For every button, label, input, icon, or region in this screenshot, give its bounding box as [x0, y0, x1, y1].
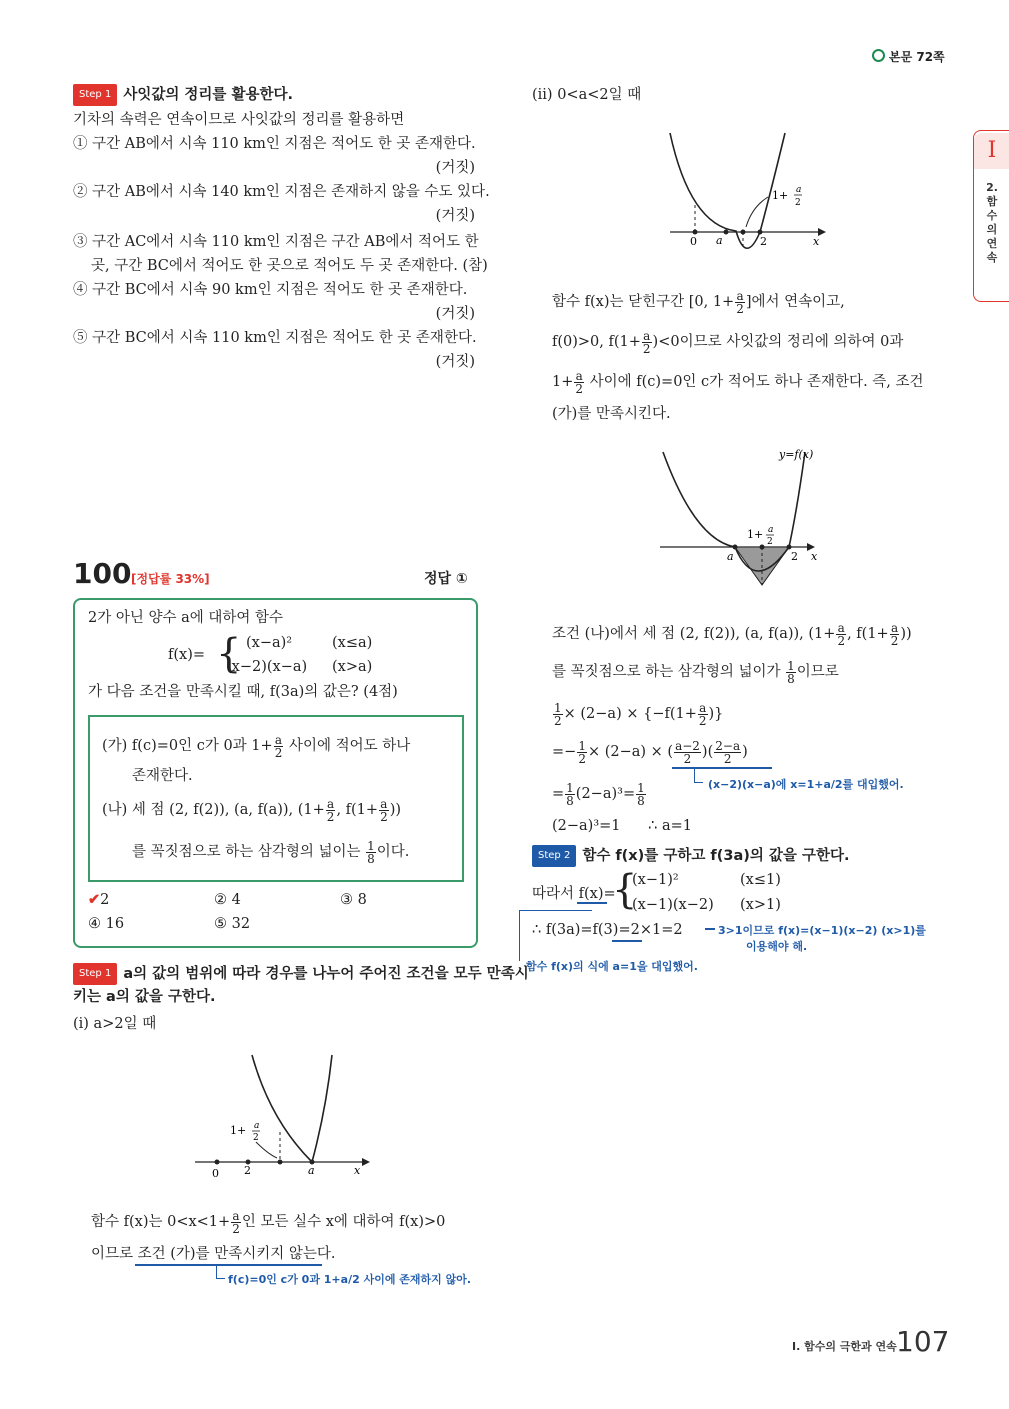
svg-text:2: 2 [791, 550, 798, 563]
brace-icon: { [612, 867, 638, 913]
right-p4: (가)를 만족시킨다. [552, 406, 671, 422]
chapter-title: 2.함수의연속 [986, 181, 998, 264]
note2b: 이용해야 해. [746, 940, 808, 953]
case1: (x−a)² [246, 635, 293, 651]
eq-connector [694, 769, 703, 783]
svg-text:a: a [727, 550, 734, 563]
right-p5: 조건 (나)에서 세 점 (2, f(2)), (a, f(a)), (1+ $\frac{a}{2}$ , f(1+ $\frac{a}{2}$ )) [552, 620, 912, 648]
graph-triangle [655, 440, 855, 590]
eq-underline [672, 767, 772, 769]
svg-text:2: 2 [767, 537, 773, 547]
svg-text:x: x [813, 235, 820, 248]
item-1-verdict: (거짓) [435, 160, 475, 176]
svg-text:x: x [811, 550, 818, 563]
item-3: ③ 구간 AC에서 시속 110 km인 지점은 구간 AB에서 적어도 한 [73, 234, 479, 250]
note2-connector [705, 928, 715, 930]
label-x: x [354, 1164, 361, 1177]
step-badge: Step 1 [73, 963, 117, 985]
label-a: a [308, 1164, 315, 1177]
parabola [663, 452, 805, 571]
curve-label: y=f(x) [779, 448, 814, 461]
label-0: 0 [212, 1167, 219, 1180]
note-case-i: f(c)=0인 c가 0과 1+a/2 사이에 존재하지 않아. [228, 1273, 472, 1286]
right-p3: 1+ $\frac{a}{2}$ 사이에 f(c)=0인 c가 적어도 하나 존재한다. 즉, 조건 [552, 368, 924, 396]
step-badge: Step 2 [532, 845, 576, 867]
item-2: ② 구간 AB에서 시속 140 km인 지점은 존재하지 않을 수도 있다. [73, 184, 490, 200]
step1-heading: Step 1 사잇값의 정리를 활용한다. [73, 84, 293, 106]
case2: (x−2)(x−a) [226, 659, 308, 675]
page-ref: 본문 72쪽 [872, 48, 945, 65]
condition-a: (가) f(c)=0인 c가 0과 1+ $\frac{a}{2}$ 사이에 적어도 하나 [102, 732, 411, 760]
final-eq-underline [612, 940, 642, 942]
condition-b-cont: 를 꼭짓점으로 하는 삼각형의 넓이는 $\frac{1}{8}$ 이다. [132, 838, 410, 866]
underline-mark [135, 1264, 322, 1266]
note-connector [216, 1264, 225, 1279]
footer-section: Ⅰ. 함수의 극한과 연속 [792, 1340, 897, 1353]
item-5-verdict: (거짓) [435, 354, 475, 370]
condition-b: (나) 세 점 (2, f(2)), (a, f(a)), (1+ $\frac{a}{2}$ , f(1+ $\frac{a}{2}$ )) [102, 796, 402, 824]
eq-4: (2−a)³=1 ∴ a=1 [552, 818, 693, 834]
final-lhs: 따라서 f(x)= [532, 886, 616, 902]
svg-text:2: 2 [795, 198, 801, 208]
step1b-heading-cont: 키는 a의 값을 구한다. [73, 989, 216, 1005]
item-5: ⑤ 구간 BC에서 시속 110 km인 지점은 적어도 한 곳 존재한다. [73, 330, 477, 346]
eq-note: (x−2)(x−a)에 x=1+a/2를 대입했어. [708, 778, 904, 791]
item-3-cont: 곳, 구간 BC에서 적어도 한 곳으로 적어도 두 곳 존재한다. (참) [91, 258, 488, 274]
right-p2: f(0)>0, f(1+ $\frac{a}{2}$ )<0이므로 사잇값의 정리에 의하여 0과 [552, 328, 904, 356]
final-case2-cond: (x>1) [740, 897, 781, 913]
final-case2: (x−1)(x−2) [632, 897, 714, 913]
choice-2[interactable]: ② 4 [214, 892, 241, 908]
case2-cond: (x>a) [332, 659, 373, 675]
func-lhs: f(x)= [168, 647, 206, 663]
choice-4[interactable]: ④ 16 [88, 916, 125, 932]
chapter-tab[interactable] [973, 130, 1009, 302]
answer-rate: [정답률 33%] [131, 572, 210, 586]
label-2: 2 [244, 1164, 251, 1177]
choice-5[interactable]: ⑤ 32 [214, 916, 251, 932]
svg-text:1+: 1+ [747, 528, 764, 541]
svg-text:a: a [254, 1121, 260, 1131]
graph-case-i [190, 1050, 380, 1190]
choice-3[interactable]: ③ 8 [340, 892, 367, 908]
step-badge: Step 1 [73, 84, 117, 106]
svg-text:a: a [716, 234, 723, 247]
step2-heading: Step 2 함수 f(x)를 구하고 f(3a)의 값을 구한다. [532, 845, 850, 867]
final-eq: ∴ f(3a)=f(3)=2×1=2 [532, 922, 683, 938]
problem-question: 가 다음 조건을 만족시킬 때, f(3a)의 값은? (4점) [88, 684, 398, 700]
item-1: ① 구간 AB에서 시속 110 km인 지점은 적어도 한 곳 존재한다. [73, 136, 476, 152]
final-underline [577, 902, 607, 904]
check-mark-icon: ✔ [88, 891, 101, 908]
circle-bullet-icon [872, 49, 885, 62]
svg-text:2: 2 [253, 1133, 259, 1143]
svg-text:2: 2 [760, 235, 767, 248]
choice-1[interactable]: ✔2 [88, 891, 110, 908]
label-1plus: 1+ [230, 1124, 247, 1137]
problem-number: 100 [73, 557, 132, 590]
svg-text:a: a [768, 525, 774, 535]
case-i-label: (ⅰ) a>2일 때 [73, 1016, 157, 1032]
item-4-verdict: (거짓) [435, 306, 475, 322]
case1-cond: (x≤a) [332, 635, 373, 651]
eq-2: =− $\frac{1}{2}$ × (2−a) × ( $\frac{a-2}{2}$ )( $\frac{2-a}{2}$ ) [552, 738, 748, 766]
graph-case-ii [660, 125, 860, 265]
condition-a-cont: 존재한다. [132, 768, 193, 784]
case-i-text1: 함수 f(x)는 0<x<1+ $\frac{a}{2}$ 인 모든 실수 x에 대하여 f(x)>0 [91, 1208, 446, 1236]
answer-label: 정답 ① [424, 571, 468, 587]
step1b-heading: Step 1 a의 값의 범위에 따라 경우를 나누어 주어진 조건을 모두 만족시 [73, 963, 529, 985]
right-p1: 함수 f(x)는 닫힌구간 [0, 1+ $\frac{a}{2}$ ]에서 연속이고, [552, 288, 845, 316]
item-4: ④ 구간 BC에서 시속 90 km인 지점은 적어도 한 곳 존재한다. [73, 282, 468, 298]
svg-text:1+: 1+ [772, 189, 789, 202]
chapter-roman: I [974, 133, 1009, 169]
note2a: 3>1이므로 f(x)=(x−1)(x−2) (x>1)를 [718, 924, 926, 937]
svg-text:0: 0 [690, 235, 697, 248]
brace-icon: { [216, 631, 242, 677]
eq-1: $\frac{1}{2}$ × (2−a) × {−f(1+ $\frac{a}{2}$ )} [554, 700, 724, 728]
final-case1-cond: (x≤1) [740, 872, 781, 888]
arrow-icon [362, 1158, 370, 1166]
case-ii-label: (ⅱ) 0<a<2일 때 [532, 87, 642, 103]
eq-3: = $\frac{1}{8}$ (2−a)³= $\frac{1}{8}$ [552, 780, 645, 808]
intro-text: 기차의 속력은 연속이므로 사잇값의 정리를 활용하면 [73, 112, 405, 128]
note3: 함수 f(x)의 식에 a=1을 대입했어. [526, 960, 698, 973]
parabola [252, 1055, 332, 1162]
problem-stem: 2가 아닌 양수 a에 대하여 함수 [88, 610, 283, 626]
item-2-verdict: (거짓) [435, 208, 475, 224]
final-case1: (x−1)² [632, 872, 679, 888]
page-number: 107 [896, 1325, 950, 1358]
case-i-text2: 이므로 조건 (가)를 만족시키지 않는다. [91, 1246, 336, 1262]
svg-text:a: a [796, 185, 802, 195]
right-p6: 를 꼭짓점으로 하는 삼각형의 넓이가 $\frac{1}{8}$ 이므로 [552, 658, 839, 686]
